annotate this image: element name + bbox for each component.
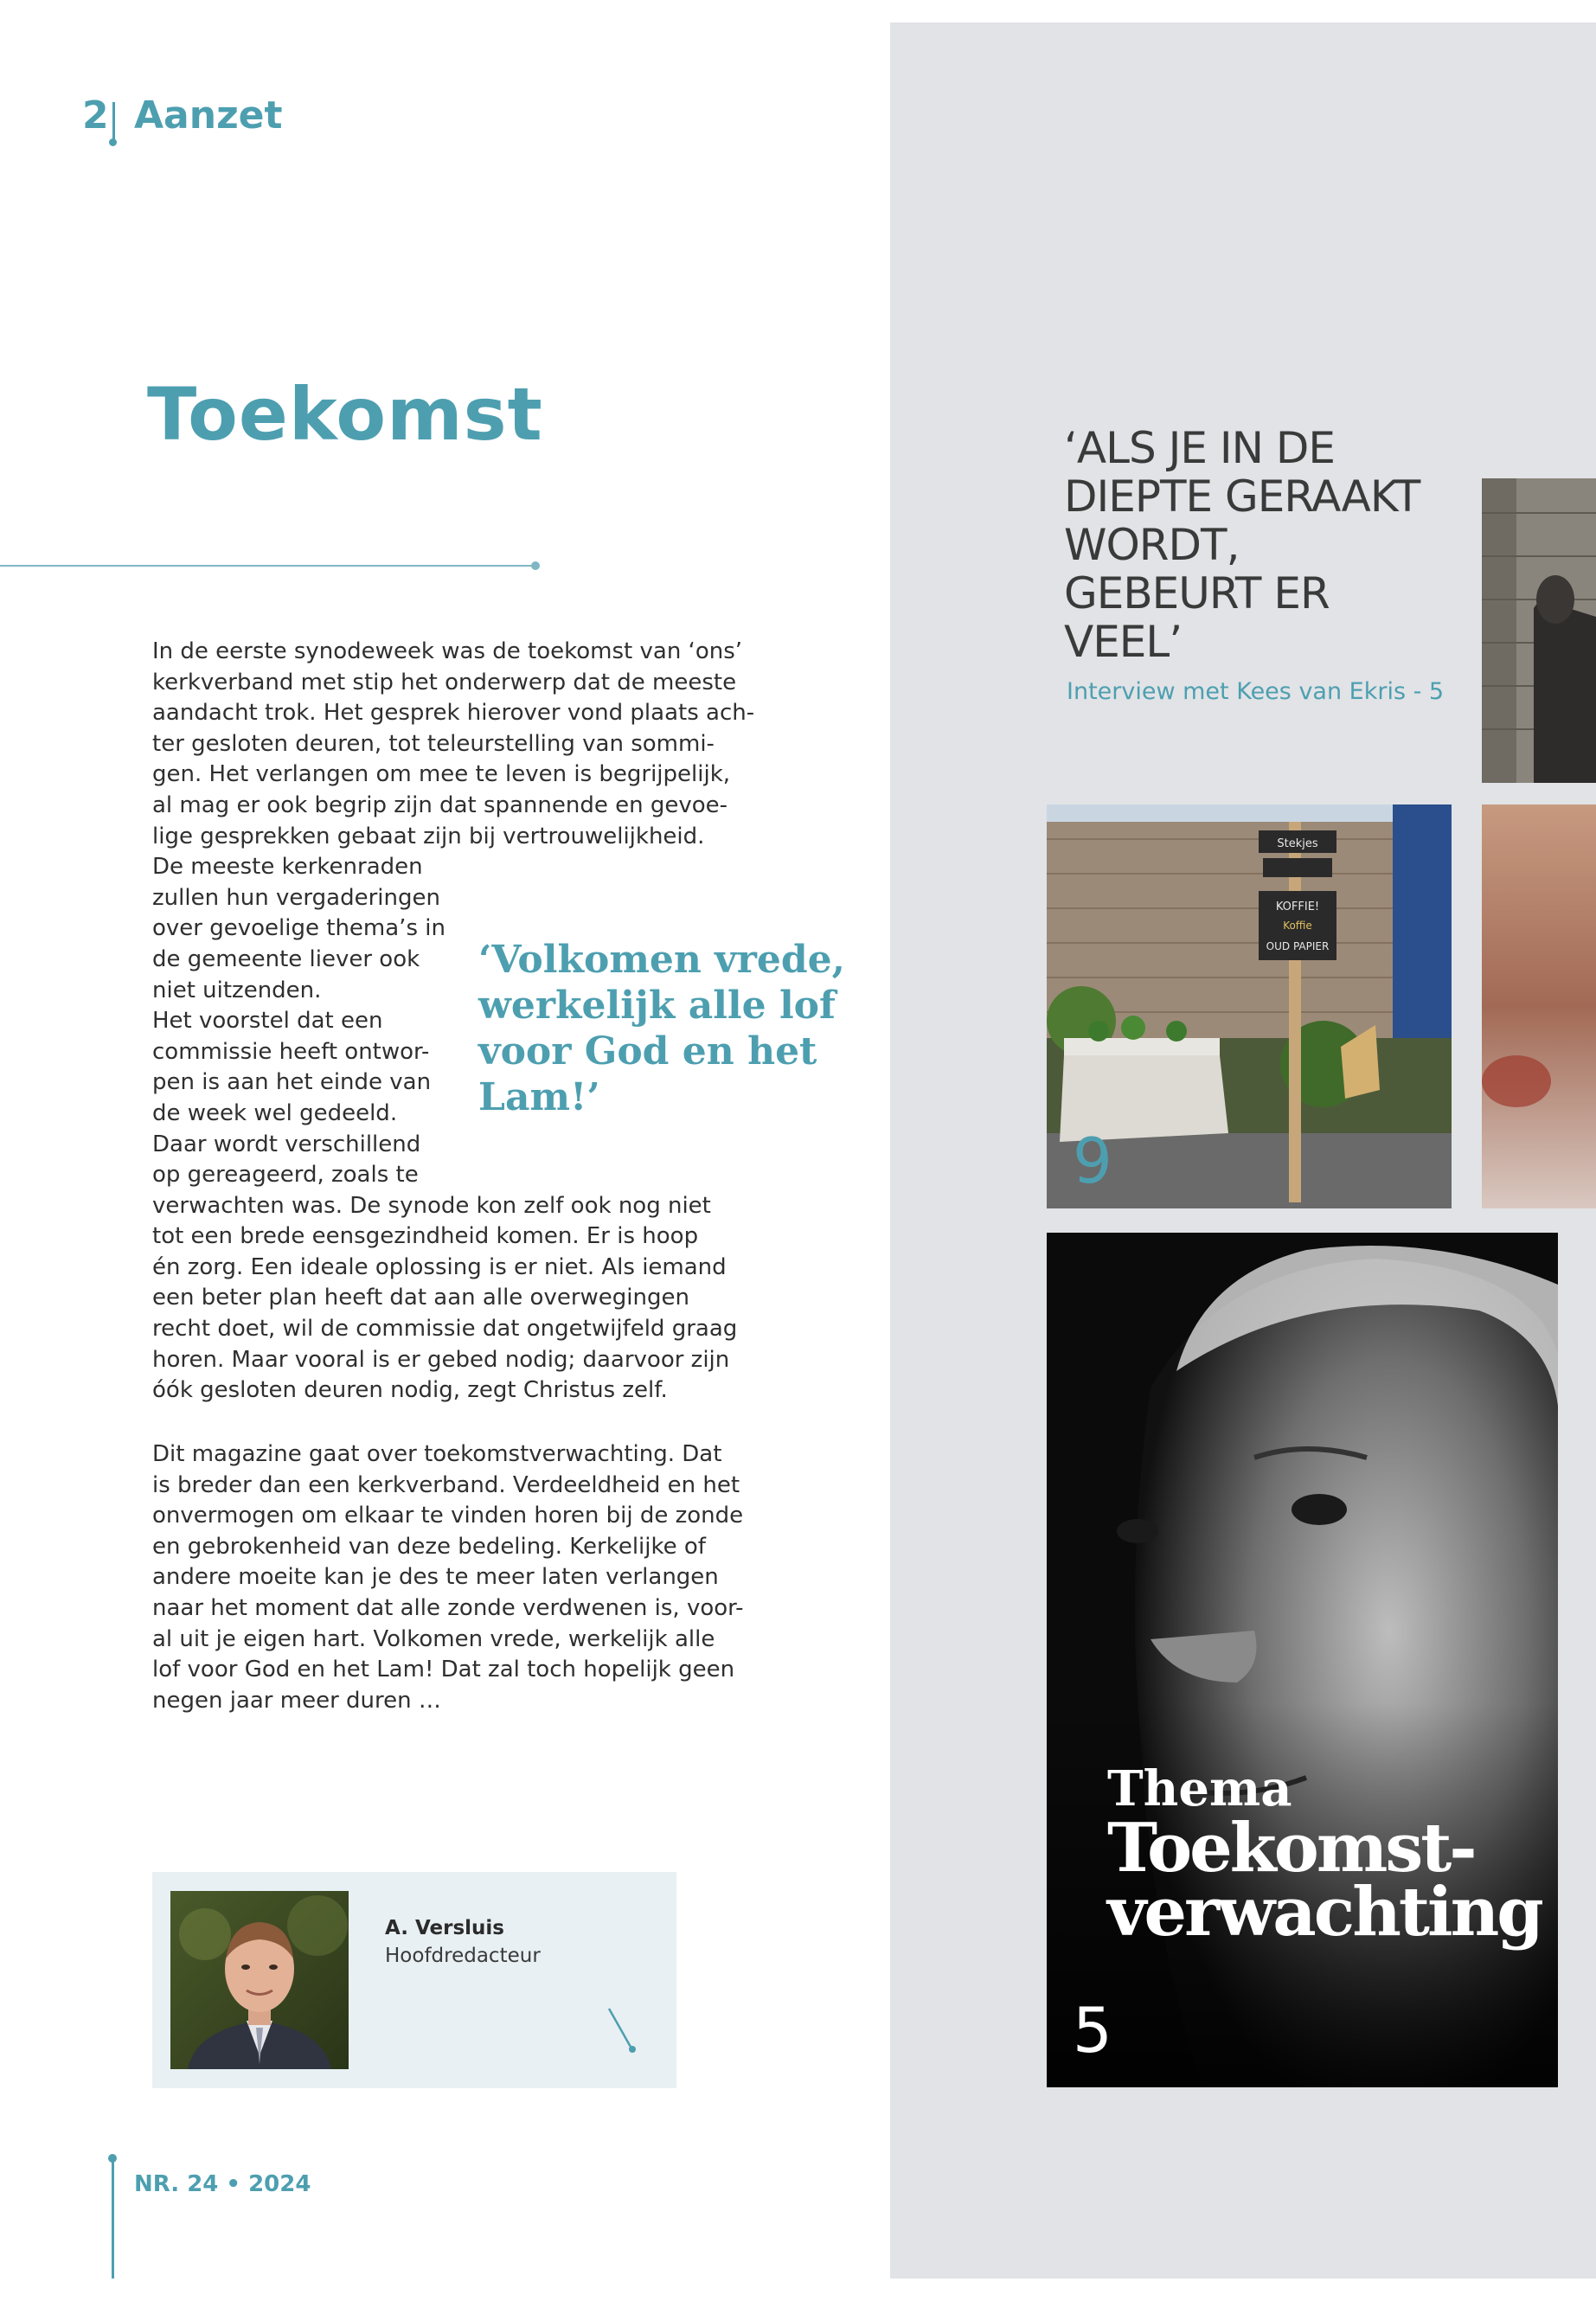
photo-page-number: 9: [1073, 1125, 1112, 1197]
cover-title: Toekomst- verwachting: [1107, 1809, 1542, 1952]
cover-page-number: 5: [1073, 1994, 1112, 2067]
section-label: Aanzet: [134, 93, 283, 138]
teaser-link[interactable]: Interview met Kees van Ekris - 5: [1067, 678, 1445, 705]
footer-divider-dot: [108, 2154, 117, 2163]
sign-line-2: KOFFIE!: [1275, 901, 1320, 913]
theme-cover-photo[interactable]: [1047, 1233, 1558, 2087]
church-photo[interactable]: [1482, 478, 1596, 783]
pull-quote: ‘Volkomen vrede, werkelijk alle lof voor God en het Lam!’: [478, 938, 845, 1119]
blurred-photo[interactable]: [1482, 804, 1596, 1208]
article-paragraph-2: Dit magazine gaat over toekomstverwachting. Dat is breder dan een kerkverband. Verdeeldheid en het onvermogen om elkaar te vinden horen bij de zonde en gebrokenheid van deze bedeling. Kerkelijke of andere moeite kan je des te meer laten verlangen naar het moment dat alle zonde verdwenen is, voor- al uit je eigen hart. Volkomen vrede, werkelijk alle lof voor God en het Lam! Dat zal toch hopelijk geen negen jaar meer duren …: [152, 1441, 744, 1714]
pen-icon: [606, 2005, 640, 2057]
author-photo: [170, 1891, 349, 2069]
author-role: Hoofdredacteur: [385, 1945, 541, 1967]
footer-divider: [112, 2157, 114, 2279]
page-number: 2: [82, 93, 109, 138]
teaser-headline[interactable]: ‘ALS JE IN DE DIEPTE GERAAKT WORDT, GEBEURT ER VEEL’: [1064, 423, 1420, 667]
title-rule: [0, 565, 535, 567]
author-name: A. Versluis: [385, 1917, 504, 1939]
article-title: Toekomst: [147, 372, 543, 457]
sign-line-1: Stekjes: [1277, 837, 1318, 850]
title-rule-dot: [531, 561, 540, 570]
sign-line-3: Koffie: [1283, 920, 1312, 932]
issue-number: NR. 24 • 2024: [134, 2171, 311, 2197]
header-divider-dot: [109, 138, 117, 146]
sign-line-4: OUD PAPIER: [1266, 940, 1330, 952]
cover-kicker: Thema: [1107, 1760, 1292, 1817]
article-paragraph-1: In de eerste synodeweek was de toekomst van ‘ons’ kerkverband met stip het onderwerp dat de meeste aandacht trok. Het gesprek hierover vond plaats ach- ter gesloten deuren, tot teleurstelling van sommi- gen. Het verlangen om mee te leven is begrijpelijk, al mag er ook begrip zijn dat spannende en gevoe- lige gesprekken gebaat zijn bij vertrouwelijkheid. De meeste kerkenraden zullen hun vergaderingen over gevoelige thema’s in de gemeente liever ook niet uitzenden. Het voorstel dat een commissie heeft ontwor- pen is aan het einde van de week wel gedeeld. Daar wordt verschillend op gereageerd, zoals te verwachten was. De synode kon zelf ook nog niet tot een brede eensgezindheid komen. Er is hoop én zorg. Een ideale oplossing is er niet. Als iemand een beter plan heeft dat aan alle overwegingen recht doet, wil de commissie dat ongetwijfeld graag horen. Maar vooral is er gebed nodig; daarvoor zijn óók gesloten deuren nodig, zegt Christus zelf.: [152, 638, 755, 1404]
